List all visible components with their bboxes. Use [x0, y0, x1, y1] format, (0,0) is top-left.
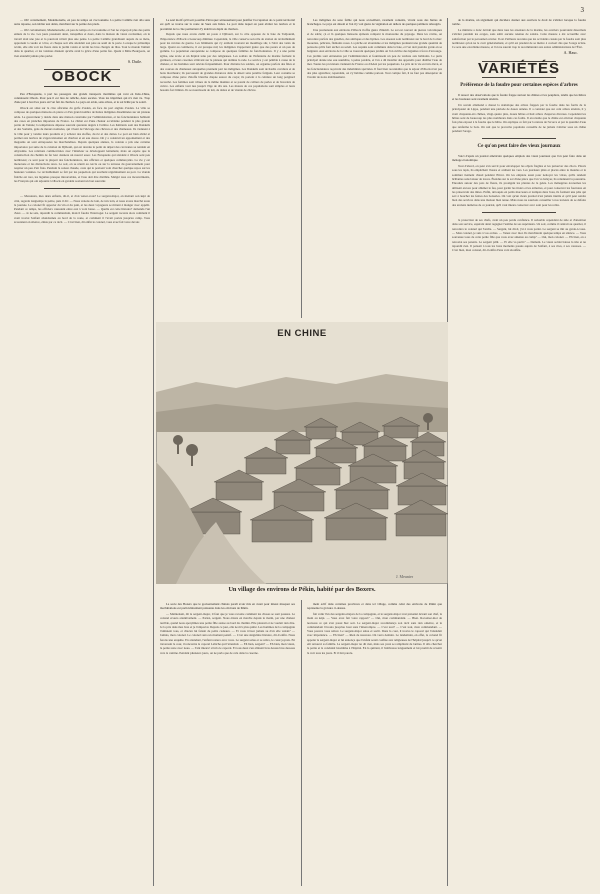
variety-body-2: Voici d'après un journal américain quelques emplois des vieux journaux que l'on peut faire dans un ménage économique.: [452, 154, 586, 163]
subheading: Ce qu'on peut faire des vieux journaux: [477, 144, 561, 150]
article-text: Obock est situé sur la côte africaine du golfe d'Aden, en face du port anglais d'Aden. La ville se compose de quelques maisons en pierre et d'un grand nombre de huttes indigènes disséminées sur un plateau aride. Le gouverneur y réside dans une maison construite par l'administration, et les fonctionnaires habitent des cases en planches importées de France. Le climat est d'une chaleur accablante pendant la plus grande partie de l'année; la température dépasse souvent quarante degrés à l'ombre. Les habitants sont des Danakils et des Somalis, gens de mœurs nomades, qui vivent de l'élevage des chèvres et des chameaux. Ils viennent à la ville pour y vendre leurs produits et y acheter des étoffes, du riz et des dattes. Le port est bien abrité et permet aux navires de s'approvisionner en charbon et en eau douce. On y a construit un appontement et des magasins où sont entreposées les marchandises. Depuis quelques années, la colonie a pris une certaine importance par suite de la création de Djibouti, qui est devenu le point de départ des caravanes se rendant en Abyssinie. Les relations commerciales avec l'intérieur se développent lentement, mais on espère que la construction du chemin de fer leur donnera un nouvel essor. Les Européens qui résident à Obock sont peu nombreux; ce sont pour la plupart des fonctionnaires, des officiers et quelques commerçants. La vie y est monotone et les distractions rares. Le soir, on se réunit au cercle ou sur la terrasse du gouvernement pour respirer un peu d'air frais. Pendant la saison chaude, ceux qui le peuvent vont chercher quelque repos sur les hauteurs voisines. Le ravitaillement se fait par les paquebots qui touchent régulièrement au port. La viande fraîche est rare, les légumes presque introuvables, et l'eau doit être distillée. Malgré tous ces inconvénients, les Français qui ont séjourné à Obock en gardent souvent un bon souvenir.: [14, 105, 150, 183]
section-heading: VARIÉTÉS: [478, 59, 560, 77]
signature: A. Hauc.: [563, 50, 578, 56]
column-1: [14, 18, 150, 886]
lower-column-left: [160, 602, 295, 886]
variety-body-1: Il ressort des observations que la foudre frappe surtout les chênes et les peupliers, tandis que les hêtres et les bouleaux sont rarement atteints.: [452, 93, 586, 102]
article-body: Peu d'Européens, à part les passagers des grands transports maritimes qui vont en Indo-Chine, connaissent Obock. Pour peu il est lieu de relâche, deux escales. Vous les imprimez qui n'a rien vu. Trop d'une part à bord les jours où l'on fait du charbon. Le pays est aride, sans arbres, et le sol brûlé par le soleil.: [14, 91, 150, 105]
story-text-5: fait venir l'un des sergents-majors de la compagnie, et le sergent-major s'est présenté devant son chef, la main au képi. — Vous avez fait votre rapport? — Oui, mon commandant. — Bien. Racontez-moi de nouveau ce qui s'est passé hier soir. Le sergent-major recommença son récit sans rien omettre, et le commandant l'écouta jusqu'au bout sans l'interrompre. — C'est tout? — C'est tout, mon commandant. — Vous pouvez vous retirer. Le sergent-major salua et sortit. Dans la cour, il trouva le caporal qui l'attendait avec impatience. — Eh bien? — Rien de nouveau. On verra demain. Le lendemain, en effet, le colonel fit appeler le sergent-major et lui annonça que l'enfant serait confiée aux religieuses de l'hôpital jusqu'à ce qu'on eût retrouvé sa famille. Le sergent-major ne dit rien, mais ses yeux se remplirent de larmes. Il alla chercher la petite et la conduisit lui-même à l'hôpital. En la quittant, il l'embrassa longuement et lui promit de revenir la voir tous les jours. Et il tint parole.: [307, 611, 442, 655]
lower-column-right: [307, 602, 442, 886]
column-divider: [301, 18, 302, 318]
column-2: [160, 18, 295, 318]
divider-rule: [44, 188, 120, 189]
story-text-2: — Messieurs, mes deux enfants, dit-il, et d'où venez-vous? Le sergent-major, en mettant son képi de côté, regarda longtemps la petite, puis il dit: — Nous venons de loin, de très loin, et nous avons marché toute la journée. Le colonel fit apporter du vin et du pain, et les deux voyageurs se mirent à manger avec appétit. Pendant ce temps, les officiers causaient entre eux à voix basse. — Quelle est cette histoire? demanda l'un d'eux. — Je ne sais, répondit le commandant, mais il faudra l'interroger. Le sergent raconta alors comment il avait trouvé l'enfant abandonnée au bord de la route, et comment il l'avait portée jusqu'au camp. Tous écoutaient en silence, émus par ce récit. — C'est bien, dit enfin le colonel, vous avez fait votre devoir.: [14, 194, 150, 225]
signature: S. Dutle.: [127, 59, 142, 65]
svg-text:J. Meunier: J. Meunier: [396, 574, 414, 579]
article-text: Tout d'abord, on peut s'en servir pour envelopper les objets fragiles et les préserver des chocs. Placés sous les tapis, ils empêchent l'usure et arrêtent les vers. Les journaux pliés et placés entre le matelas et le sommier tiennent chaud pendant l'hiver. On les emploie aussi pour nettoyer les vitres, qu'ils rendent brillantes sans laisser de traces. Étendus sur le sol d'une pièce que l'on va balayer, ils retiennent la poussière. Enroulés autour des pots de fleurs, ils protègent les plantes de la gelée. Les ménagères économes les utilisent encore pour allumer le feu, pour garnir les tiroirs et les armoires, et pour conserver les fourrures en les préservant des mites. Enfin, découpés en petits morceaux et trempés dans l'eau, ils forment une pâte qui sert à boucher les fentes des boiseries. On voit qu'un vieux journal n'est jamais inutile et qu'il peut rendre bien des services dans une maison bien tenue. Mais nous ne saurions conseiller à nos lecteurs de se défaire des anciens numéros de ce journal, qu'il vaut mieux conserver avec soin pour les relire.: [452, 164, 586, 207]
divider-rule: [44, 86, 120, 87]
divider-rule: [482, 77, 556, 78]
illustration-caption: Un village des environs de Pékin, habité par des Boxers.: [228, 586, 376, 593]
boxers-text: La secte des Boxers que le gouvernement chinois paraît avoir mis en avant pour mieux masquer ses machinations est particulièrement puissante dans les environs de Pékin.: [160, 602, 295, 611]
article-text: Une promenade aux environs d'Obock n'offre guère d'intérêt. Le sol est couvert de pierres volcaniques et de sable; çà et là quelques buissons épineux rompent la monotonie du paysage. Dans les ravins, on rencontre parfois des gazelles, des antilopes et des hyènes. Les oiseaux sont nombreux sur le bord de la mer: mouettes, pélicans, flamants roses. La pêche est abondante et les indigènes prennent une grande quantité de poissons qu'ils font sécher au soleil. Les requins sont communs dans la baie, et l'on doit prendre garde en se baignant. Aux environs de la ville se trouvent quelques jardins où l'on cultive des légumes à force d'arrosage. Ces jardins sont entretenus par l'administration et fournissent un peu de verdure aux habitants. Le puits principal donne une eau saumâtre, à peine potable, et l'on a dû installer des appareils pour distiller l'eau de mer. Toutes les provisions viennent de France ou d'Aden par les paquebots. Le prix de la vie est très élevé, et les fonctionnaires reçoivent des indemnités spéciales. Il faut bien reconnaître que le séjour d'Obock n'est pas des plus agréables; cependant, on s'y habitue comme partout. Tout compte fait, il ne faut pas désespérer de l'avenir de notre établissement.: [307, 27, 442, 80]
column-4: [452, 18, 586, 886]
illustration-title: EN CHINE: [277, 328, 327, 339]
village-illustration: [156, 322, 448, 584]
column-divider: [153, 18, 154, 886]
page-number: 3: [580, 6, 584, 14]
story-text: — Oh! certainement, Mademoiselle, en peu de temps on s'accoutume et l'on ne s'aperçoit plus des petits ennuis de la vie. Les jours passèrent ainsi, tranquilles et doux, dans la maison du vieux cordonnier, où le travail était une joie et la pauvreté n'était plus une peine. La petite Camille grandissait auprès de sa mère, apprenant à coudre et à lire, et chaque soir elle attendait son père au seuil de la porte. Lorsque le printemps revint, elle alla voir les fleurs dans le jardin voisin et revint les bras chargés de lilas. Tout le monde l'aimait dans le quartier, et les voisines disaient qu'elle avait la grâce d'une petite fée. Quant à Mme Bourgeois, on n'en entendit jamais plus parler.: [14, 27, 150, 58]
divider-rule: [482, 138, 556, 139]
article-text: Le ministre a donc décidé que dans tous les arsenaux de la marine, les ouvriers pourraient désormais s'abriter pendant les orages, sans subir aucune retenue de salaire. Cette mesure a été accueillie avec satisfaction par le personnel ouvrier. Il est d'ailleurs reconnu que les accidents causés par la foudre sont plus nombreux qu'on ne le croit généralement, et qu'il est prudent de se mettre à couvert dès que l'orage éclate. Ce sera une excellente mesure, et l'on ne saurait trop la recommander aux autres administrations de l'État.: [452, 27, 586, 50]
article-body-3: Les indigènes du sexe faible qui nous accueillent, rarement contents, vivent sous des huttes de branchages. Le pays est désolé et l'on n'y voit guère de végétation en dehors de quelques palmiers rabougris.: [307, 18, 442, 27]
article-text: Un savant allemand a dressé la statistique des arbres frappés par la foudre dans les forêts de la principauté de Lippe, pendant une période de douze années. Il a constaté que sur cent arbres atteints, il y avait cinquante-six chênes, vingt-quatre pins, douze hêtres et huit arbres d'espèces diverses. Cependant les hêtres sont de beaucoup les plus nombreux dans ces forêts. Il en résulte que le chêne est environ cinquante fois plus exposé à la foudre que le hêtre. On explique ce fait par la nature de l'écorce et par la quantité d'eau que renferme le bois. On sait que le proverbe populaire conseille de ne jamais s'abriter sous un chêne pendant l'orage.: [452, 103, 586, 133]
boxers-text-2: ment actif dans certaines provinces et dans tel village, comme celui des environs de Pékin que représente la gravure ci-dessus.: [307, 602, 442, 611]
subheading: Préférence de la foudre pour certaines espèces d'arbres: [460, 83, 578, 89]
column-divider: [301, 600, 302, 886]
column-3: [307, 18, 442, 318]
article-body-2: Le seul motif qu'il soit possible d'invoquer sérieusement pour justifier l'occupation de ce point territorial est qu'il se trouve sur la route de Suez aux Indes. Le port dans lequel on peut abriter les navires et la proximité de la côte permettent d'y établir un dépôt de charbon.: [160, 18, 295, 31]
story-text-4: — Maintenant, dit le sergent-major, il faut que je vous raconte comment les choses se sont passées. Le colonel écouta attentivement. — Parlez, sergent. Nous étions en marche depuis le matin, par une chaleur terrible, quand nous aperçûmes une petite fille assise au bord du chemin. Elle pleurait et ne voulait rien dire. Je la pris dans mes bras et je l'emportai. Depuis ce jour, elle ne m'a plus quitté. Les hommes de la compagnie l'aimaient tous, et chacun lui faisait de petits cadeaux. — Et vous n'avez jamais su d'où elle venait? — Jamais, mon colonel. Le colonel resta un moment pensif. — C'est une singulière histoire, dit-il enfin. Nous ferons une enquête. En attendant, l'enfant restera avec vous. Le sergent salua et se retira, le cœur joyeux. En traversant la cour, il rencontra le caporal Labiche qui l'attendait. — Eh bien, sergent? — Eh bien, mon vieux, la petite reste avec nous. — Tant mieux! s'écria le caporal. Et tous deux s'en allèrent bras dessus bras dessous vers la cantine. Pendant plusieurs jours, on ne parla que de cela dans la caserne.: [160, 611, 295, 655]
article-text: Depuis que nous avons établi un poste à Djibouti, sur la côte opposée de la baie de Tadjourah, l'importance d'Obock a beaucoup diminué. Cependant, la ville conserve son rôle de station de ravitaillement pour les navires de guerre. Les bâtiments qui s'y arrêtent trouvent un mouillage sûr, à l'abri des vents du large. Quant au commerce, il est presque nul; les indigènes n'apportent guère que des peaux et un peu de gomme. La population européenne se compose de quelques familles de fonctionnaires. Il y a une petite église, une école et un hôpital tenu par des religieuses. Les soldats de l'infanterie de marine forment la garnison, et leurs casernes s'élèvent sur le plateau qui domine la rade. Le service y est pénible à cause de la chaleur, et les hommes sont relevés fréquemment. Pour distraire les soldats, on organise parfois des fêtes et des courses de chameaux auxquelles prennent part les indigènes. Les Danakils sont de hardis cavaliers et de bons marcheurs; ils parcourent de grandes distances dans le désert sans paraître fatigués. Leur costume se compose d'une pièce d'étoffe blanche drapée autour du corps; ils portent à la ceinture un long poignard recourbé. Les femmes sont vêtues de la même manière et se parent de colliers de perles et de bracelets de cuivre. Les enfants vont nus jusqu'à l'âge de dix ans. Les mœurs de ces populations sont simples et leurs besoins fort limités. Ils se nourrissent de lait, de dattes et de viande de chèvre.: [160, 32, 295, 93]
divider-rule: [482, 212, 556, 213]
article-heading: OBOCK: [51, 68, 113, 86]
story-text-3: la protection de ses chefs, avait un peu perdu confiance. Il redoubla cependant de zèle et d'attention dans son service, espérant ainsi regagner l'estime de ses supérieurs. Un soir, comme il rentrait au quartier, il rencontra le colonel qui l'arrêta. — Sergent, lui dit-il, j'ai à vous parler. Le sergent se mit au garde-à-vous. — Mon colonel, je suis à vos ordres. — Venez avec moi. Ils marchèrent quelque temps en silence. — Vous souvenez-vous de cette petite fille que vous avez amenée au camp? — Oui, mon colonel. — Eh bien, on a retrouvé ses parents. Le sergent pâlit. — Et elle va partir? — Demain. Le vieux soldat baissa la tête et ne répondit rien. Il pensait à tous les bons moments passés auprès de l'enfant, à ses rires, à ses caresses. — C'est bien, mon colonel, dit-il enfin d'une voix étouffée.: [452, 218, 586, 253]
column-intro: de la marine, un règlement qui décidera donner aux ouvriers le droit de s'abriter lorsque la foudre tombe.: [452, 18, 586, 27]
story-intro: — Oh! certainement, Mademoiselle, en peu de temps on s'accoutume. La petite Camille s'en alla sans autre réponse, son tablier aux dents, marchant sur la pointe des pieds.: [14, 18, 150, 27]
